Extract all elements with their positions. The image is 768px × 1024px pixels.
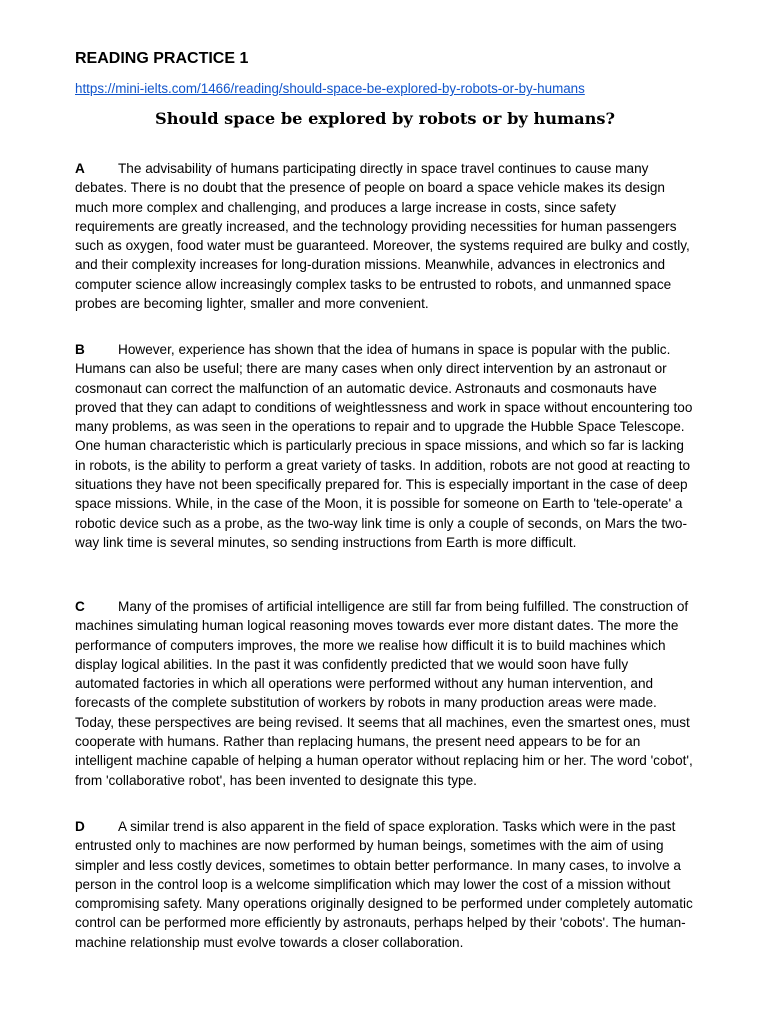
paragraph-text: Many of the promises of artificial intelligence are still far from being fulfilled. The construction of machines simulating human logical reasoning moves towards ever more distant dates. The more the performance of computers improves, the more we realise how difficult it is to build machines which display logical abilities. In the past it was confidently predicted that we would soon have fully automated factories in which all operations were performed without any human intervention, and forecasts of the complete substitution of workers by robots in many production areas were made. Today, these perspectives are being revised. It seems that all machines, even the smartest ones, must cooperate with humans. Rather than replacing humans, the present need appears to be for an intelligent machine capable of helping a human operator without replacing him or her. The word 'cobot', from 'collaborative robot', has been invented to designate this type.	[75, 599, 693, 788]
paragraph-a	[75, 159, 693, 313]
paragraph-text: The advisability of humans participating directly in space travel continues to cause many debates. There is no doubt that the presence of people on board a space vehicle makes its design much more complex and challenging, and produces a large increase in costs, since safety requirements are greatly increased, and the technology providing necessities for human passengers such as oxygen, food water must be guaranteed. Moreover, the systems required are bulky and costly, and their complexity increases for long-duration missions. Meanwhile, advances in electronics and computer science allow increasingly complex tasks to be entrusted to robots, and unmanned space probes are becoming lighter, smaller and more convenient.	[75, 161, 690, 312]
paragraph-letter: B	[75, 342, 85, 357]
paragraph-letter: A	[75, 161, 85, 176]
practice-heading: READING PRACTICE 1	[75, 50, 249, 67]
paragraph-text: However, experience has shown that the idea of humans in space is popular with the public. Humans can also be useful; there are many cases when only direct intervention by an astronaut or cosmonaut can correct the malfunction of an automatic device. Astronauts and cosmonauts have proved that they can adapt to conditions of weightlessness and work in space without encountering too many problems, as was seen in the operations to repair and to upgrade the Hubble Space Telescope. One human characteristic which is particularly precious in space missions, and which so far is lacking in robots, is the ability to perform a great variety of tasks. In addition, robots are not good at reacting to situations they have not been specifically prepared for. This is especially important in the case of deep space missions. While, in the case of the Moon, it is possible for someone on Earth to 'tele-operate' a robotic device such as a probe, as the two-way link time is only a couple of seconds, on Mars the two- way link time is several minutes, so sending instructions from Earth is more difficult.	[75, 342, 693, 550]
paragraph-b	[75, 340, 693, 552]
passage-title: Should space be explored by robots or by humans?	[155, 109, 615, 128]
paragraph-d	[75, 817, 693, 952]
paragraph-letter: C	[75, 599, 85, 614]
source-link[interactable]: https://mini-ielts.com/1466/reading/should-space-be-explored-by-robots-or-by-humans	[75, 81, 585, 96]
paragraph-letter: D	[75, 819, 85, 834]
paragraph-text: A similar trend is also apparent in the field of space exploration. Tasks which were in the past entrusted only to machines are now performed by human beings, sometimes with the aim of using simpler and less costly devices, sometimes to obtain better performance. In many cases, to involve a person in the control loop is a welcome simplification which may lower the cost of a mission without compromising safety. Many operations originally designed to be performed under completely automatic control can be performed more efficiently by astronauts, perhaps helped by their 'cobots'. The human-machine relationship must evolve towards a closer collaboration.	[75, 819, 693, 950]
paragraph-c	[75, 597, 693, 790]
